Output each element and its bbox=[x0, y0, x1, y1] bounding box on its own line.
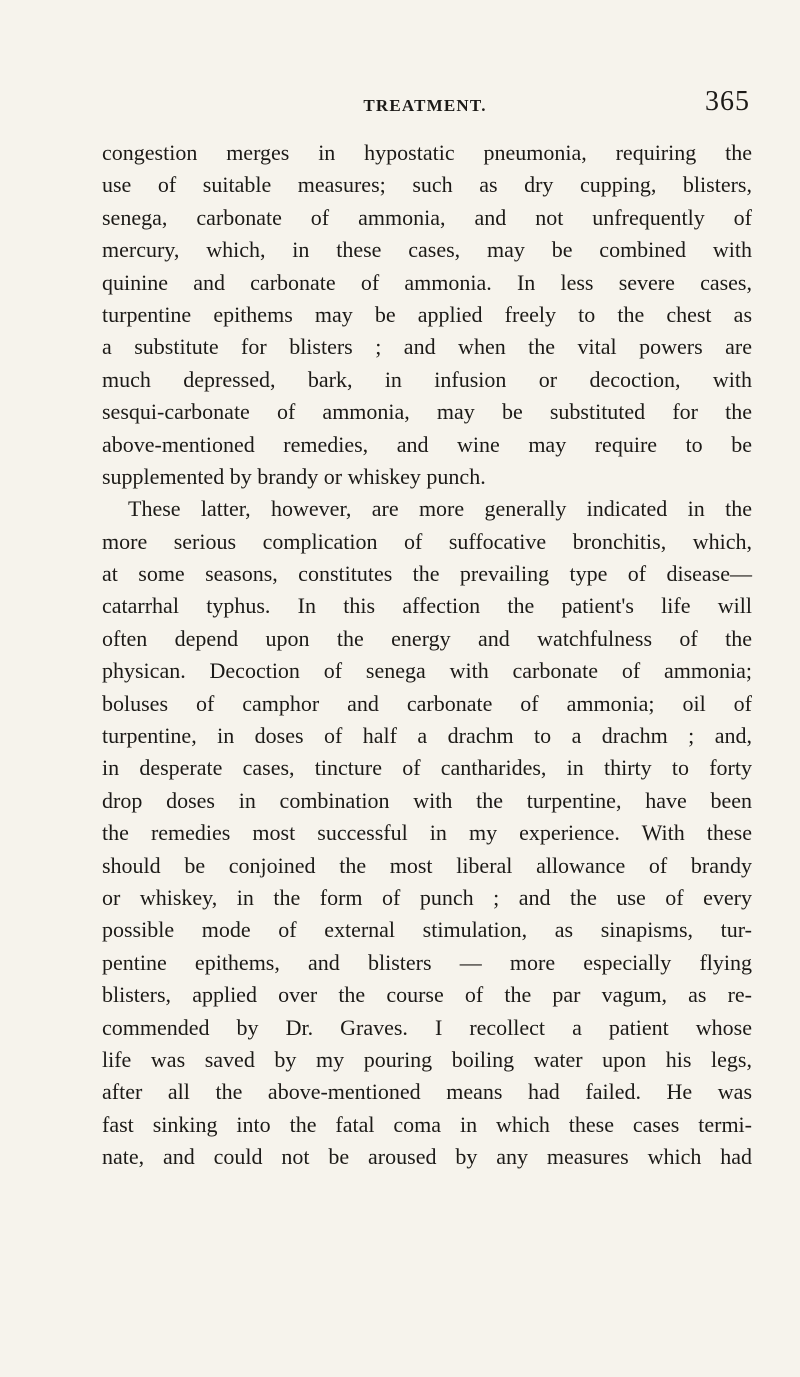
text-line: turpentine, in doses of half a drachm to a drachm ; and, bbox=[102, 723, 752, 749]
text-line: fast sinking into the fatal coma in which these cases termi- bbox=[102, 1111, 752, 1137]
text-line: life was saved by my pouring boiling water upon his legs, bbox=[102, 1046, 752, 1072]
text-line: more serious complication of suffocative bronchitis, which, bbox=[102, 528, 752, 554]
text-line: above-mentioned remedies, and wine may require to be bbox=[102, 431, 752, 457]
text-line: in desperate cases, tincture of cantharides, in thirty to forty bbox=[102, 755, 752, 781]
text-line: often depend upon the energy and watchfulness of the bbox=[102, 625, 752, 651]
text-line: pentine epithems, and blisters — more especially flying bbox=[102, 949, 752, 975]
text-line: turpentine epithems may be applied freely to the chest as bbox=[102, 301, 752, 327]
text-line: physican. Decoction of senega with carbonate of ammonia; bbox=[102, 658, 752, 684]
text-line: catarrhal typhus. In this affection the patient's life will bbox=[102, 593, 752, 619]
text-line: at some seasons, constitutes the prevailing type of disease— bbox=[102, 561, 752, 587]
text-line: blisters, applied over the course of the par vagum, as re- bbox=[102, 982, 752, 1008]
text-line: use of suitable measures; such as dry cupping, blisters, bbox=[102, 172, 752, 198]
text-line: drop doses in combination with the turpentine, have been bbox=[102, 787, 752, 813]
running-title: TREATMENT. bbox=[363, 96, 487, 115]
text-line: a substitute for blisters ; and when the vital powers are bbox=[102, 334, 752, 360]
text-line: quinine and carbonate of ammonia. In less severe cases, bbox=[102, 269, 752, 295]
page-number: 365 bbox=[705, 86, 750, 117]
text-line: commended by Dr. Graves. I recollect a patient whose bbox=[102, 1014, 752, 1040]
text-line: or whiskey, in the form of punch ; and the use of every bbox=[102, 884, 752, 910]
text-line: the remedies most successful in my experience. With these bbox=[102, 820, 752, 846]
body-text bbox=[102, 137, 752, 1174]
text-line: much depressed, bark, in infusion or decoction, with bbox=[102, 366, 752, 392]
text-line: senega, carbonate of ammonia, and not unfrequently of bbox=[102, 204, 752, 230]
text-line: after all the above-mentioned means had failed. He was bbox=[102, 1079, 752, 1105]
text-line: sesqui-carbonate of ammonia, may be substituted for the bbox=[102, 399, 752, 425]
paragraph-end-line: supplemented by brandy or whiskey punch. bbox=[102, 463, 486, 489]
text-line: possible mode of external stimulation, as sinapisms, tur- bbox=[102, 917, 752, 943]
text-line: should be conjoined the most liberal allowance of brandy bbox=[102, 852, 752, 878]
text-line: mercury, which, in these cases, may be combined with bbox=[102, 237, 752, 263]
text-line: nate, and could not be aroused by any measures which had bbox=[102, 1144, 752, 1170]
paragraph-start-line: These latter, however, are more generally indicated in the bbox=[128, 496, 752, 522]
text-line: boluses of camphor and carbonate of ammonia; oil of bbox=[102, 690, 752, 716]
running-head bbox=[100, 86, 750, 126]
text-line: congestion merges in hypostatic pneumonia, requiring the bbox=[102, 140, 752, 165]
